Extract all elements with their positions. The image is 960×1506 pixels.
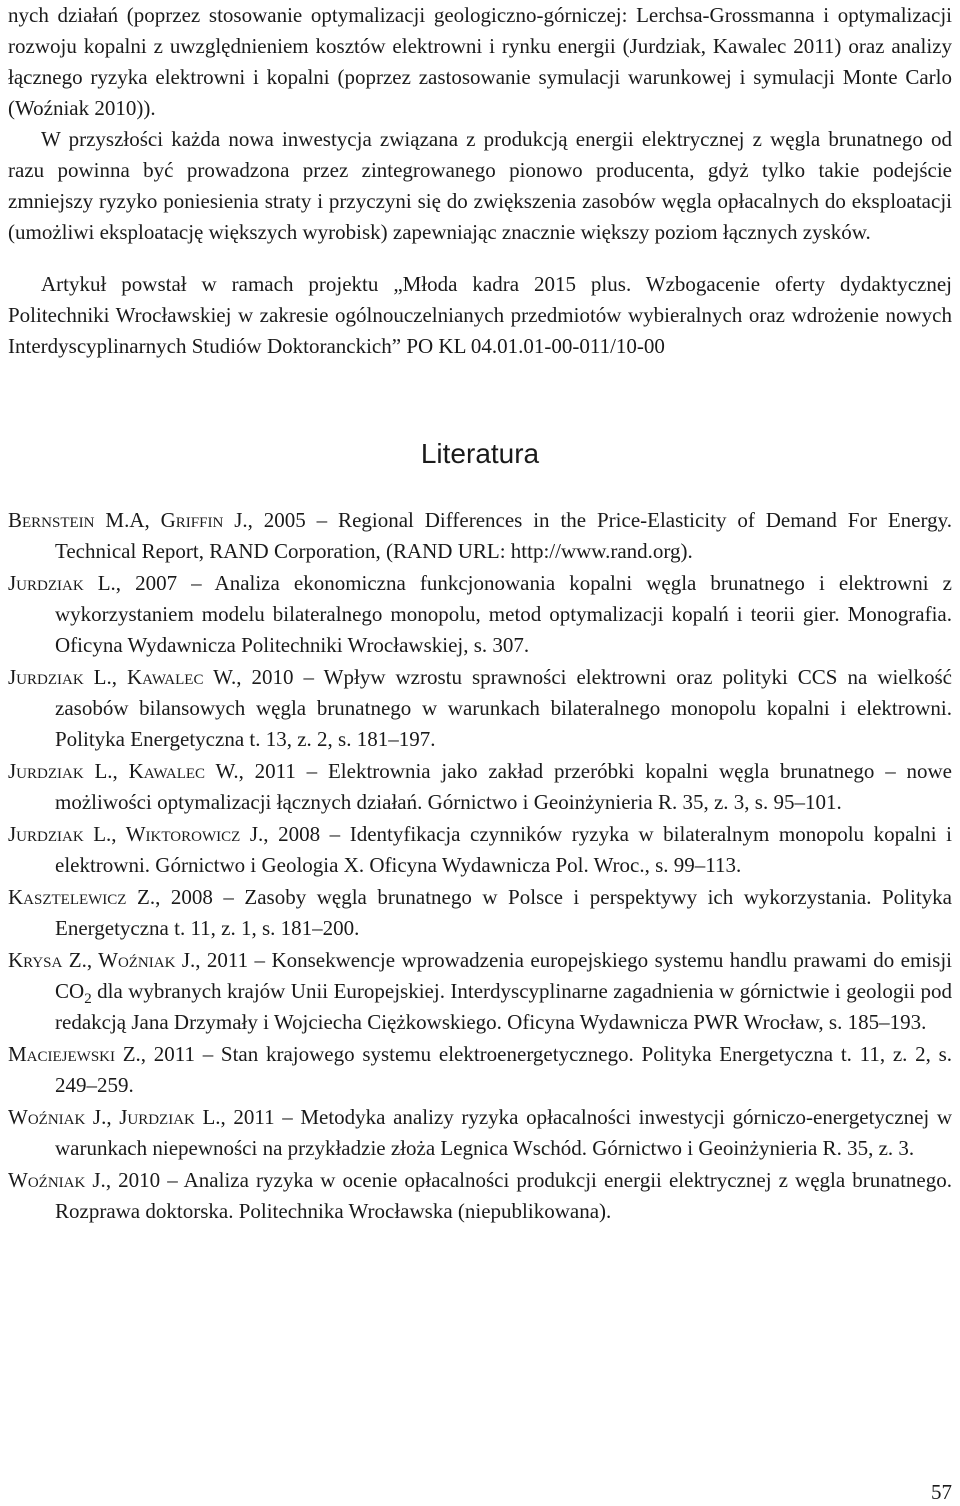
page-number: 57 [931, 1480, 952, 1504]
reference-text: , 2007 – Analiza ekonomiczna funkcjonowania kopalni węgla brunatnego i elektrowni z wykorzystaniem modelu bilateralnego monopolu, metod optymalizacji kopalń i teorii gier. Monografia. Oficyna Wydawnicza Politechniki Wrocławskiej, s. 307. [55, 571, 952, 657]
reference-item [8, 882, 952, 944]
reference-authors: Maciejewski Z. [8, 1042, 141, 1066]
reference-item [8, 505, 952, 567]
references-heading: Literatura [420, 438, 540, 469]
reference-text: , 2005 – Regional Differences in the Price-Elasticity of Demand For Energy. Technical Report, RAND Corporation, (RAND URL: http://www.rand.org). [55, 508, 952, 563]
reference-authors: Kasztelewicz Z. [8, 885, 156, 909]
reference-item [8, 662, 952, 755]
references-list [8, 505, 952, 1227]
reference-text: , 2010 – Analiza ryzyka w ocenie opłacalności produkcji energii elektrycznej z węgla brunatnego. Rozprawa doktorska. Politechnika Wrocławska (niepublikowana). [55, 1168, 952, 1223]
reference-authors: Bernstein M.A, Griffin J. [8, 508, 248, 532]
reference-text: , 2011 – Metodyka analizy ryzyka opłacalności inwestycji górniczo-energetycznej w warunkach niepewności na przykładzie złoża Legnica Wschód. Górnictwo i Geoinżynieria R. 35, z. 3. [55, 1105, 952, 1160]
document-page [8, 0, 952, 1228]
reference-item [8, 1039, 952, 1101]
reference-text: , 2011 – Konsekwencje wprowadzenia europejskiego systemu handlu prawami do emisji CO [55, 948, 952, 1003]
reference-text: , 2011 – Stan krajowego systemu elektroenergetycznego. Polityka Energetyczna t. 11, z. 2, s. 249–259. [55, 1042, 952, 1097]
reference-item [8, 756, 952, 818]
reference-item [8, 1165, 952, 1227]
reference-text: , 2008 – Zasoby węgla brunatnego w Polsce i perspektywy ich wykorzystania. Polityka Energetyczna t. 11, z. 1, s. 181–200. [55, 885, 952, 940]
reference-authors: Jurdziak L., Kawalec W. [8, 665, 237, 689]
reference-authors: Jurdziak L., Kawalec W. [8, 759, 239, 783]
reference-item [8, 945, 952, 1038]
reference-text-continued: dla wybranych krajów Unii Europejskiej. Interdyscyplinarne zagadnienia w górnictwie i geologii pod redakcją Jana Drzymały i Wojciecha Ciężkowskiego. Oficyna Wydawnicza PWR Wrocław, s. 185–193. [55, 979, 952, 1034]
reference-authors: Krysa Z., Woźniak J. [8, 948, 196, 972]
reference-item [8, 568, 952, 661]
reference-item [8, 819, 952, 881]
reference-authors: Woźniak J. [8, 1168, 106, 1192]
reference-text: , 2008 – Identyfikacja czynników ryzyka w bilateralnym monopolu kopalni i elektrowni. Górnictwo i Geologia X. Oficyna Wydawnicza Pol. Wroc., s. 99–113. [55, 822, 952, 877]
acknowledgement-paragraph: Artykuł powstał w ramach projektu „Młoda kadra 2015 plus. Wzbogacenie oferty dydaktycznej Politechniki Wrocławskiej w zakresie ogólnouczelnianych przedmiotów wybieralnych oraz wdrożenie nowych Interdyscyplinarnych Studiów Doktoranckich” PO KL 04.01.01-00-011/10-00 [8, 272, 952, 358]
reference-authors: Jurdziak L. [8, 571, 116, 595]
paragraph-conclusion: W przyszłości każda nowa inwestycja związana z produkcją energii elektrycznej z węgla brunatnego od razu powinna być prowadzona przez zintegrowanego pionowo producenta, gdyż tylko takie podejście zmniejszy ryzyko poniesienia straty i przyczyni się do zwiększenia zasobów węgla opłacalnych do eksploatacji (umożliwi eksploatację większych wyrobisk) zapewniając znacznie większy poziom łącznych zysków. [8, 127, 952, 244]
reference-authors: Woźniak J., Jurdziak L. [8, 1105, 221, 1129]
paragraph-continuation: nych działań (poprzez stosowanie optymalizacji geologiczno-górniczej: Lerchsa-Grossmanna i optymalizacji rozwoju kopalni z uwzględnieniem kosztów elektrowni i rynku energii (Jurdziak, Kawalec 2011) oraz analizy łącznego ryzyka elektrowni i kopalni (poprzez zastosowanie symulacji warunkowej i symulacji Monte Carlo (Woźniak 2010)). [8, 3, 952, 120]
reference-text: , 2010 – Wpływ wzrostu sprawności elektrowni oraz polityki CCS na wielkość zasobów bilansowych węgla brunatnego w warunkach bilateralnego monopolu kopalni i elektrowni. Polityka Energetyczna t. 13, z. 2, s. 181–197. [55, 665, 952, 751]
reference-item [8, 1102, 952, 1164]
reference-text: , 2011 – Elektrownia jako zakład przeróbki kopalni węgla brunatnego – nowe możliwości optymalizacji łącznych działań. Górnictwo i Geoinżynieria R. 35, z. 3, s. 95–101. [55, 759, 952, 814]
reference-authors: Jurdziak L., Wiktorowicz J. [8, 822, 264, 846]
reference-subscript: 2 [84, 991, 92, 1007]
